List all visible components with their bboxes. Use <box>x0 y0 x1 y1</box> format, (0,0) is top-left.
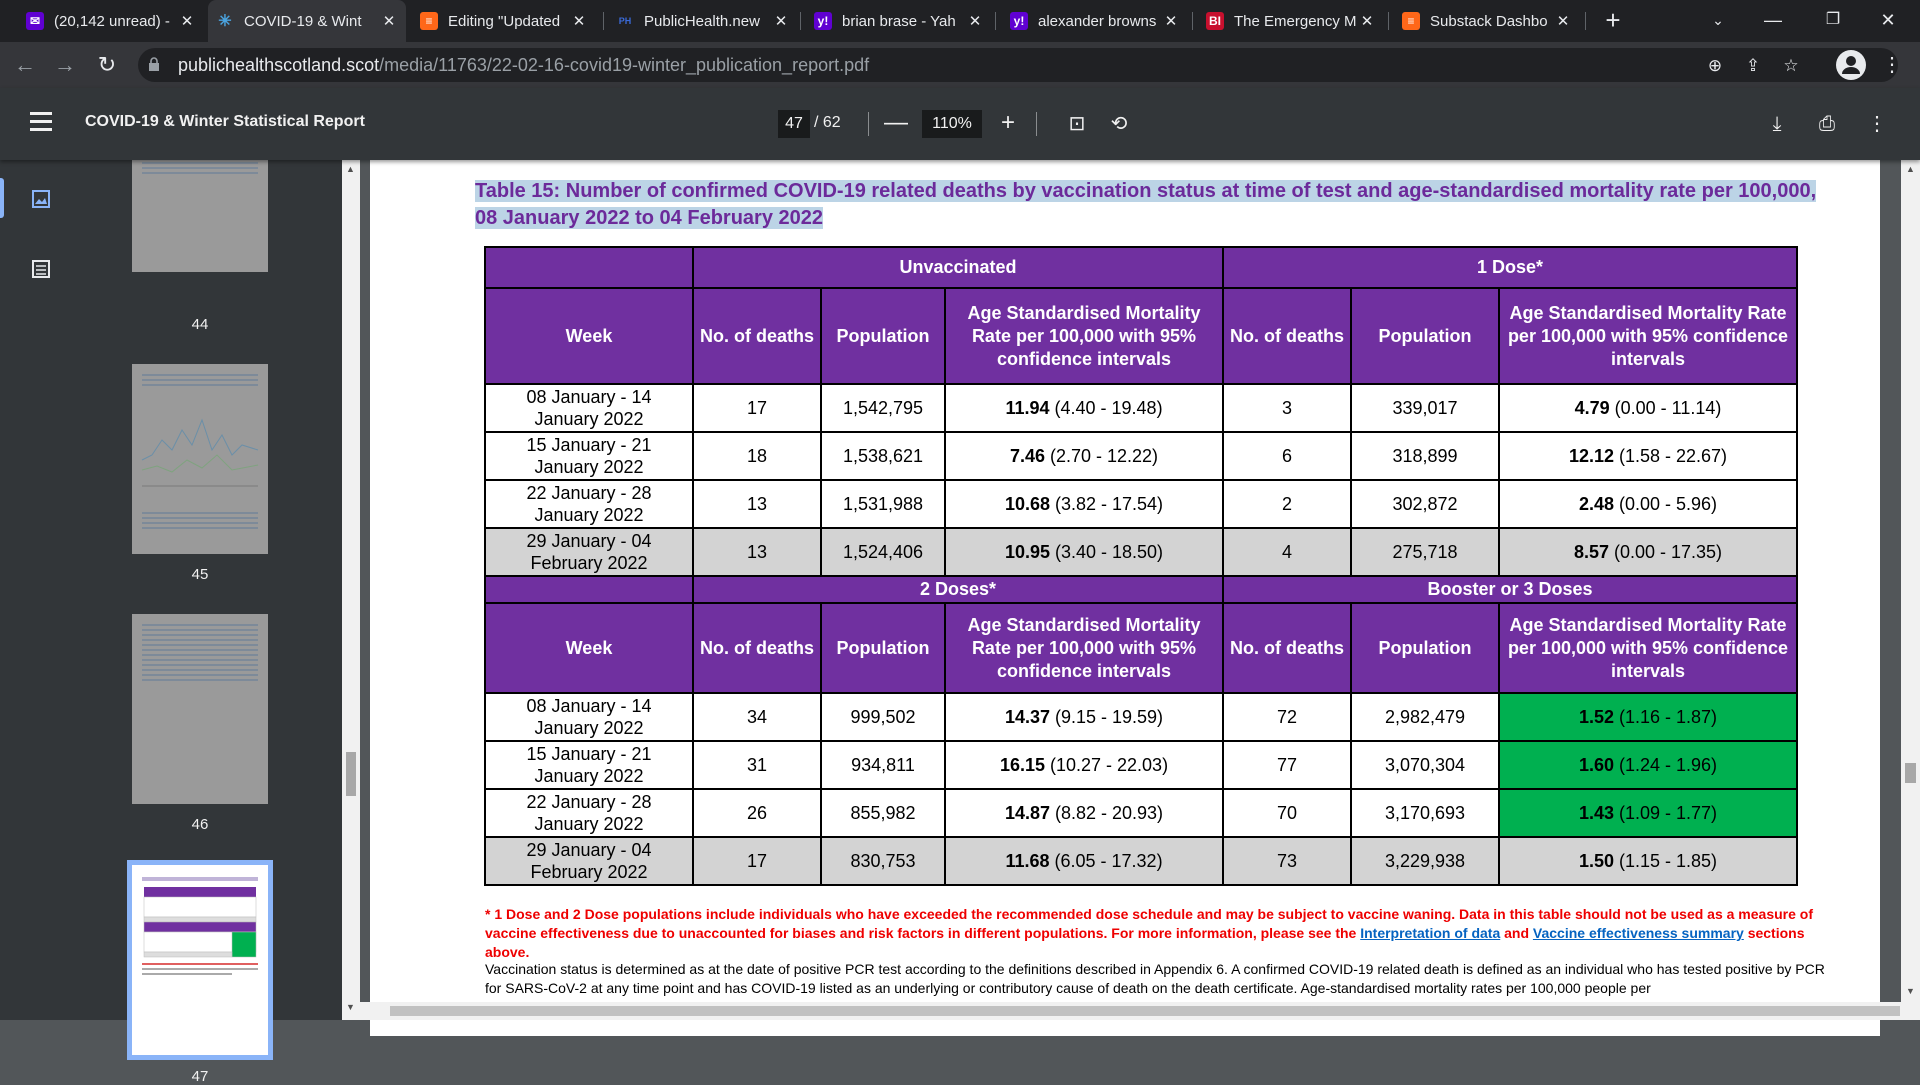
population-cell: 3,229,938 <box>1351 837 1499 885</box>
chart-thumbnail <box>142 400 258 490</box>
deaths-cell: 3 <box>1223 384 1351 432</box>
column-header: Age Standardised Mortality Rate per 100,000 with 95% confidence intervals <box>1499 288 1797 384</box>
deaths-cell: 70 <box>1223 789 1351 837</box>
table-header-blank <box>485 247 693 288</box>
close-tab-icon[interactable]: ✕ <box>1556 13 1570 30</box>
rate-cell-highlighted: 1.50 (1.15 - 1.85) <box>1499 837 1797 885</box>
rail-active-indicator <box>0 178 4 218</box>
bi-icon: BI <box>1206 12 1224 30</box>
population-cell: 1,531,988 <box>821 480 945 528</box>
deaths-by-vaccination-table <box>484 246 1798 886</box>
tab-title: brian brase - Yah <box>842 12 956 30</box>
table-row <box>485 693 1797 741</box>
print-icon[interactable]: ⎙ <box>1819 113 1835 135</box>
browser-tab[interactable] <box>608 0 798 42</box>
rate-cell: 14.87 (8.82 - 20.93) <box>945 789 1223 837</box>
column-header: Age Standardised Mortality Rate per 100,000 with 95% confidence intervals <box>945 288 1223 384</box>
close-tab-icon[interactable]: ✕ <box>572 13 586 30</box>
rate-cell: 2.48 (0.00 - 5.96) <box>1499 480 1797 528</box>
population-cell: 275,718 <box>1351 528 1499 576</box>
population-cell: 999,502 <box>821 693 945 741</box>
deaths-cell: 6 <box>1223 432 1351 480</box>
forward-button[interactable]: → <box>54 52 76 77</box>
population-cell: 2,982,479 <box>1351 693 1499 741</box>
rate-cell: 7.46 (2.70 - 12.22) <box>945 432 1223 480</box>
deaths-cell: 31 <box>693 741 821 789</box>
column-header: Age Standardised Mortality Rate per 100,000 with 95% confidence intervals <box>945 603 1223 693</box>
rate-cell: 10.68 (3.82 - 17.54) <box>945 480 1223 528</box>
tab-title: The Emergency M <box>1234 12 1357 30</box>
table-row <box>485 480 1797 528</box>
group-header: 1 Dose* <box>1223 247 1797 288</box>
population-cell: 934,811 <box>821 741 945 789</box>
week-cell: 22 January - 28 January 2022 <box>485 789 693 837</box>
table-thumbnail <box>132 865 268 1055</box>
vaccine-effectiveness-link[interactable]: Vaccine effectiveness summary <box>1532 925 1744 941</box>
new-tab-button[interactable]: + <box>1605 5 1621 35</box>
page-number-input[interactable]: 47 <box>778 110 810 138</box>
population-cell: 1,542,795 <box>821 384 945 432</box>
column-header: Week <box>485 288 693 384</box>
person-icon <box>1836 50 1866 80</box>
close-window-button[interactable]: ✕ <box>1880 10 1896 30</box>
yahoo-icon: y! <box>814 12 832 30</box>
zoom-in-button[interactable]: + <box>1000 109 1015 136</box>
browser-tab[interactable] <box>1198 0 1384 42</box>
population-cell: 339,017 <box>1351 384 1499 432</box>
tab-title: (20,142 unread) - <box>54 12 170 30</box>
week-cell: 22 January - 28 January 2022 <box>485 480 693 528</box>
rate-cell-highlighted: 1.60 (1.24 - 1.96) <box>1499 741 1797 789</box>
rotate-icon[interactable]: ⟲ <box>1110 113 1128 135</box>
week-cell: 08 January - 14 January 2022 <box>485 693 693 741</box>
sidebar-menu-icon[interactable] <box>30 112 52 132</box>
thumbnail-page-number: 45 <box>191 566 209 583</box>
deaths-cell: 34 <box>693 693 821 741</box>
tab-title: Substack Dashbo <box>1430 12 1548 30</box>
rate-cell: 4.79 (0.00 - 11.14) <box>1499 384 1797 432</box>
thumbnail-page-number: 44 <box>191 316 209 333</box>
browser-menu-icon[interactable]: ⋮ <box>1882 54 1902 76</box>
column-header: Population <box>821 603 945 693</box>
deaths-cell: 77 <box>1223 741 1351 789</box>
table-row <box>485 741 1797 789</box>
close-tab-icon[interactable]: ✕ <box>180 13 194 30</box>
table-header-blank <box>485 576 693 603</box>
group-header: Unvaccinated <box>693 247 1223 288</box>
page-thumbnail-selected[interactable] <box>132 865 268 1055</box>
deaths-cell: 2 <box>1223 480 1351 528</box>
substack-icon: ≡ <box>1402 12 1420 30</box>
tab-title: alexander browns <box>1038 12 1157 30</box>
close-tab-icon[interactable]: ✕ <box>774 13 788 30</box>
deaths-cell: 13 <box>693 480 821 528</box>
population-cell: 3,070,304 <box>1351 741 1499 789</box>
deaths-cell: 26 <box>693 789 821 837</box>
download-icon[interactable]: ⤓ <box>1772 113 1782 135</box>
group-header: Booster or 3 Doses <box>1223 576 1797 603</box>
fit-page-icon[interactable]: ⊡ <box>1068 113 1086 135</box>
deaths-cell: 72 <box>1223 693 1351 741</box>
deaths-cell: 13 <box>693 528 821 576</box>
publichealth-icon: PH <box>618 16 632 26</box>
rate-cell: 11.94 (4.40 - 19.48) <box>945 384 1223 432</box>
profile-avatar[interactable] <box>1836 50 1866 80</box>
deaths-cell: 4 <box>1223 528 1351 576</box>
reload-button[interactable]: ↻ <box>97 52 117 77</box>
sidebar-scrollbar[interactable]: ▲ ▼ <box>342 160 360 1020</box>
lock-icon <box>148 57 160 71</box>
deaths-cell: 17 <box>693 837 821 885</box>
column-header: Population <box>1351 603 1499 693</box>
table-title: Table 15: Number of confirmed COVID-19 related deaths by vaccination status at time of test and age-standardised mortality rate per 100,000, 08 January 2022 to 04 February 2022 <box>475 180 1817 229</box>
thumbnails-icon[interactable] <box>24 182 58 216</box>
rate-cell: 8.57 (0.00 - 17.35) <box>1499 528 1797 576</box>
deaths-cell: 17 <box>693 384 821 432</box>
group-header: 2 Doses* <box>693 576 1223 603</box>
population-cell: 302,872 <box>1351 480 1499 528</box>
horizontal-scrollbar[interactable] <box>360 1002 1901 1020</box>
population-cell: 1,538,621 <box>821 432 945 480</box>
share-icon[interactable]: ⇪ <box>1745 56 1761 75</box>
table-row <box>485 528 1797 576</box>
deaths-cell: 18 <box>693 432 821 480</box>
interpretation-of-data-link[interactable]: Interpretation of data <box>1360 925 1501 941</box>
more-actions-icon[interactable]: ⋮ <box>1867 113 1887 135</box>
page-total: / 62 <box>814 114 841 131</box>
close-tab-icon[interactable]: ✕ <box>968 13 982 30</box>
rate-cell: 14.37 (9.15 - 19.59) <box>945 693 1223 741</box>
browser-toolbar <box>0 42 1920 88</box>
zoom-input[interactable]: 110% <box>922 110 982 138</box>
rate-cell-highlighted: 1.52 (1.16 - 1.87) <box>1499 693 1797 741</box>
browser-tab[interactable] <box>1002 0 1188 42</box>
week-cell: 08 January - 14 January 2022 <box>485 384 693 432</box>
table-footnote: * 1 Dose and 2 Dose populations include individuals who have exceeded the recommended dose schedule and may be subject to vaccine waning. Data in this table should not be used as a measure of vaccine effectiveness due to unaccounted for biases and risk factors in different populations. For more information, please see the Interpretation of data and Vaccine effectiveness summary sections above. <box>485 906 1814 960</box>
column-header: No. of deaths <box>693 603 821 693</box>
sidebar-rail <box>0 160 80 1020</box>
page-thumbnail[interactable] <box>132 364 268 554</box>
rate-cell: 16.15 (10.27 - 22.03) <box>945 741 1223 789</box>
outline-icon[interactable] <box>24 252 58 286</box>
zoom-icon[interactable]: ⊕ <box>1707 56 1723 75</box>
browser-tab[interactable] <box>806 0 992 42</box>
population-cell: 855,982 <box>821 789 945 837</box>
table-row <box>485 432 1797 480</box>
rate-cell: 12.12 (1.58 - 22.67) <box>1499 432 1797 480</box>
table-row <box>485 384 1797 432</box>
week-cell: 15 January - 21 January 2022 <box>485 432 693 480</box>
bookmark-star-icon[interactable]: ☆ <box>1783 56 1799 75</box>
yahoo-icon: y! <box>1010 12 1028 30</box>
main-scrollbar[interactable]: ▲ ▼ <box>1901 160 1920 1020</box>
thumbnail-list <box>80 160 342 1085</box>
table-row <box>485 789 1797 837</box>
tab-search-icon[interactable]: ⌄ <box>1712 12 1724 28</box>
week-cell: 29 January - 04 February 2022 <box>485 837 693 885</box>
thumbnail-page-number: 47 <box>191 1068 209 1085</box>
url-text[interactable] <box>178 55 869 76</box>
url-host: publichealthscotland.scot <box>178 55 380 75</box>
browser-tab[interactable] <box>1394 0 1580 42</box>
pdf-star-icon: ✳ <box>218 13 232 30</box>
deaths-cell: 73 <box>1223 837 1351 885</box>
population-cell: 1,524,406 <box>821 528 945 576</box>
zoom-out-button[interactable]: — <box>884 109 908 136</box>
week-cell: 15 January - 21 January 2022 <box>485 741 693 789</box>
page-thumbnail[interactable] <box>132 614 268 804</box>
minimize-button[interactable]: — <box>1764 10 1782 30</box>
browser-tab[interactable] <box>18 0 204 42</box>
close-tab-icon[interactable]: ✕ <box>382 13 396 30</box>
tab-title: COVID-19 & Wint <box>244 12 362 30</box>
rate-cell-highlighted: 1.43 (1.09 - 1.77) <box>1499 789 1797 837</box>
thumbnail-page-number: 46 <box>191 816 209 833</box>
population-cell: 3,170,693 <box>1351 789 1499 837</box>
column-header: Population <box>821 288 945 384</box>
tab-title: PublicHealth.new <box>644 12 760 30</box>
population-cell: 318,899 <box>1351 432 1499 480</box>
pdf-toolbar <box>0 88 1920 160</box>
pdf-sidebar <box>0 160 360 1085</box>
close-tab-icon[interactable]: ✕ <box>1164 13 1178 30</box>
rate-cell: 11.68 (6.05 - 17.32) <box>945 837 1223 885</box>
tab-title: Editing "Updated <box>448 12 561 30</box>
column-header: Population <box>1351 288 1499 384</box>
column-header: Age Standardised Mortality Rate per 100,000 with 95% confidence intervals <box>1499 603 1797 693</box>
population-cell: 830,753 <box>821 837 945 885</box>
week-cell: 29 January - 04 February 2022 <box>485 528 693 576</box>
address-bar[interactable] <box>138 48 1898 82</box>
column-header: No. of deaths <box>693 288 821 384</box>
browser-tabstrip <box>0 0 1920 42</box>
column-header: No. of deaths <box>1223 288 1351 384</box>
column-header: No. of deaths <box>1223 603 1351 693</box>
rate-cell: 10.95 (3.40 - 18.50) <box>945 528 1223 576</box>
document-title: COVID-19 & Winter Statistical Report <box>85 113 365 130</box>
table-row <box>485 837 1797 885</box>
url-path: /media/11763/22-02-16-covid19-winter_publication_report.pdf <box>379 55 870 75</box>
back-button[interactable]: ← <box>14 52 36 77</box>
body-paragraph: Vaccination status is determined as at the date of positive PCR test according to the definitions described in Appendix 6. A confirmed COVID-19 related death is defined as an individual who has tested positive by PCR for SARS-CoV-2 at any time point and has COVID-19 listed as an underlying or contributory cause of death on the death certificate. Age-standardised mortality rates per 100,000 people per <box>485 961 1825 996</box>
substack-icon: ≡ <box>420 12 438 30</box>
mail-icon: ✉ <box>26 12 44 30</box>
restore-button[interactable]: ❐ <box>1825 11 1841 28</box>
column-header: Week <box>485 603 693 693</box>
browser-tab-active[interactable] <box>208 0 406 42</box>
close-tab-icon[interactable]: ✕ <box>1360 13 1374 30</box>
browser-tab[interactable] <box>412 0 596 42</box>
